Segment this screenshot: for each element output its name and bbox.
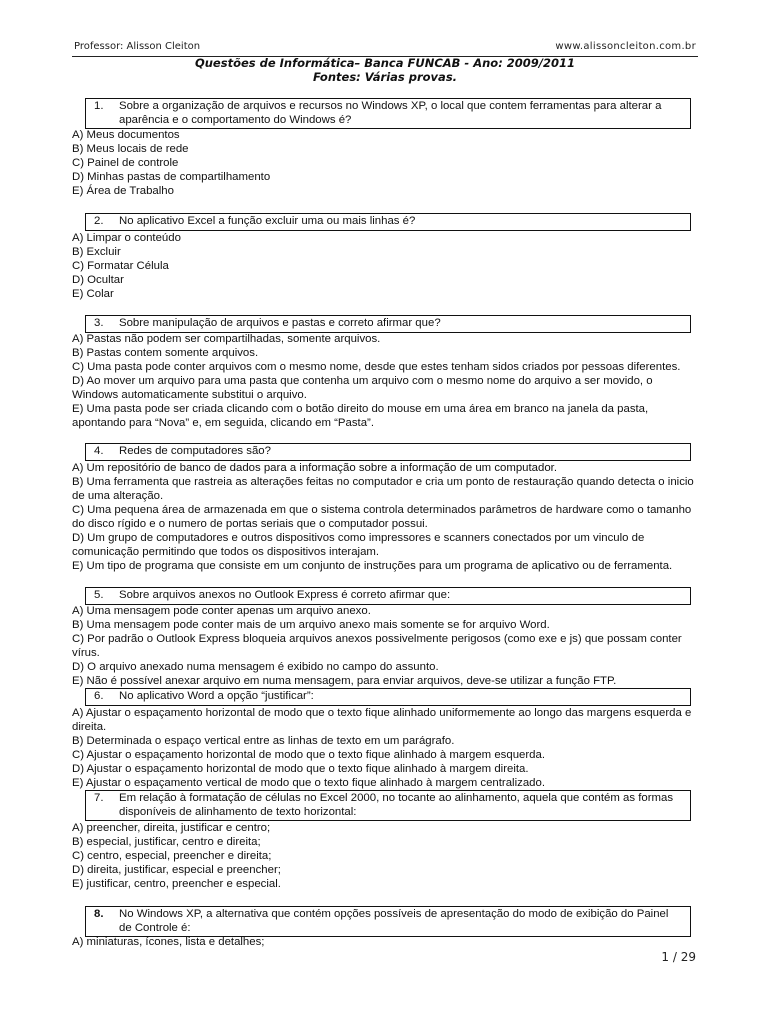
question-number: 6. (94, 690, 104, 702)
question-box-7 (85, 790, 691, 821)
option-item: C) Formatar Célula (72, 260, 169, 272)
options-list-1 (72, 128, 698, 198)
option-item: A) Ajustar o espaçamento horizontal de modo que o texto fique alinhado uniformemente ao longo das margens esquerda e direita. (72, 707, 692, 733)
option-item: B) especial, justificar, centro e direita; (72, 836, 261, 848)
options-list-2 (72, 231, 698, 301)
option-item: A) preencher, direita, justificar e centro; (72, 822, 271, 834)
option-item: B) Uma mensagem pode conter mais de um arquivo anexo mais somente se for arquivo Word. (72, 619, 550, 631)
option-item: A) Uma mensagem pode conter apenas um arquivo anexo. (72, 605, 371, 617)
options-list-8 (72, 935, 698, 949)
option-item: A) Limpar o conteúdo (72, 232, 181, 244)
title-line-1: Questões de Informática– Banca FUNCAB - Ano: 2009/2011 (194, 56, 576, 70)
option-item: A) Pastas não podem ser compartilhadas, somente arquivos. (72, 333, 381, 345)
option-item: B) Pastas contem somente arquivos. (72, 347, 259, 359)
option-item: B) Uma ferramenta que rastreia as alterações feitas no computador e cria um ponto de restauração quando detecta o inicio de uma alteração. (72, 476, 694, 502)
option-item: C) Ajustar o espaçamento horizontal de modo que o texto fique alinhado à margem esquerda. (72, 749, 546, 761)
option-item: E) Uma pasta pode ser criada clicando com o botão direito do mouse em uma área em branco na janela da pasta, apontando para “Nova” e, em seguida, clicando em “Pasta”. (72, 403, 649, 429)
option-item: D) O arquivo anexado numa mensagem é exibido no campo do assunto. (72, 661, 439, 673)
option-item: C) Painel de controle (72, 157, 179, 169)
question-number: 4. (94, 445, 104, 457)
option-item: C) Uma pasta pode conter arquivos com o mesmo nome, desde que estes tenham sidos criados por pessoas diferentes. (72, 361, 681, 373)
option-item: C) Uma pequena área de armazenada em que o sistema controla determinados parâmetros de hardware como o tamanho do disco rígido e o numero de portas seriais que o computador possui. (72, 504, 692, 530)
page-header (72, 40, 698, 57)
document-title (72, 56, 698, 84)
option-item: E) justificar, centro, preencher e especial. (72, 878, 281, 890)
header-website: www.alissoncleiton.com.br (555, 41, 696, 52)
option-item: E) Um tipo de programa que consiste em um conjunto de instruções para um programa de aplicativo ou de ferramenta. (72, 560, 673, 572)
options-list-4 (72, 461, 698, 573)
options-list-5 (72, 604, 698, 688)
question-number: 8. (94, 908, 104, 920)
question-box-5 (85, 587, 691, 605)
page-number: 1 / 29 (661, 950, 696, 964)
option-item: C) centro, especial, preencher e direita; (72, 850, 272, 862)
option-item: E) Colar (72, 288, 114, 300)
option-item: D) Ajustar o espaçamento horizontal de modo que o texto fique alinhado à margem direita. (72, 763, 529, 775)
question-box-2 (85, 213, 691, 231)
question-box-3 (85, 315, 691, 333)
option-item: A) Um repositório de banco de dados para a informação sobre a informação de um computador. (72, 462, 558, 474)
options-list-7 (72, 821, 698, 891)
question-text: Em relação à formatação de células no Excel 2000, no tocante ao alinhamento, aquela que contém as formas disponíveis de alinhamento de texto horizontal: (119, 792, 674, 818)
title-line-2: Fontes: Várias provas. (312, 70, 458, 84)
option-item: D) Ocultar (72, 274, 124, 286)
question-box-1 (85, 98, 691, 129)
option-item: A) miniaturas, ícones, lista e detalhes; (72, 936, 265, 948)
question-text: Redes de computadores são? (119, 445, 271, 457)
option-item: C) Por padrão o Outlook Express bloqueia arquivos anexos possivelmente perigosos (como exe e js) que possam conter vírus. (72, 633, 682, 659)
option-item: A) Meus documentos (72, 129, 180, 141)
question-text: No aplicativo Word a opção “justificar”: (119, 690, 314, 702)
option-item: D) Ao mover um arquivo para uma pasta que contenha um arquivo com o mesmo nome do arquivo a ser movido, o Windows automaticamente substitui o arquivo. (72, 375, 653, 401)
question-number: 2. (94, 215, 104, 227)
question-text: No aplicativo Excel a função excluir uma ou mais linhas é? (119, 215, 416, 227)
question-text: Sobre manipulação de arquivos e pastas e correto afirmar que? (119, 317, 441, 329)
option-item: B) Excluir (72, 246, 121, 258)
option-item: B) Determinada o espaço vertical entre as linhas de texto em um parágrafo. (72, 735, 455, 747)
question-number: 5. (94, 589, 104, 601)
option-item: D) Minhas pastas de compartilhamento (72, 171, 271, 183)
question-box-8 (85, 906, 691, 937)
question-text: No Windows XP, a alternativa que contém opções possíveis de apresentação do modo de exibição do Painel de Controle é: (119, 908, 669, 934)
question-number: 3. (94, 317, 104, 329)
question-box-4 (85, 443, 691, 461)
header-author: Professor: Alisson Cleiton (74, 41, 201, 52)
question-text: Sobre a organização de arquivos e recursos no Windows XP, o local que contem ferramentas para alterar a aparência e o comportamento do Windows é? (119, 100, 662, 126)
option-item: B) Meus locais de rede (72, 143, 189, 155)
question-number: 1. (94, 100, 104, 112)
option-item: E) Ajustar o espaçamento vertical de modo que o texto fique alinhado à margem centralizado. (72, 777, 545, 789)
options-list-3 (72, 332, 698, 430)
question-box-6 (85, 688, 691, 706)
question-text: Sobre arquivos anexos no Outlook Express é correto afirmar que: (119, 589, 451, 601)
option-item: E) Não é possível anexar arquivo em numa mensagem, para enviar arquivos, deve-se utilizar a função FTP. (72, 675, 617, 687)
question-number: 7. (94, 792, 104, 804)
option-item: D) direita, justificar, especial e preencher; (72, 864, 281, 876)
option-item: D) Um grupo de computadores e outros dispositivos como impressores e scanners conectados por um vinculo de comunicação permitindo que todos os dispositivos interajam. (72, 532, 645, 558)
options-list-6 (72, 706, 698, 790)
option-item: E) Área de Trabalho (72, 185, 174, 197)
